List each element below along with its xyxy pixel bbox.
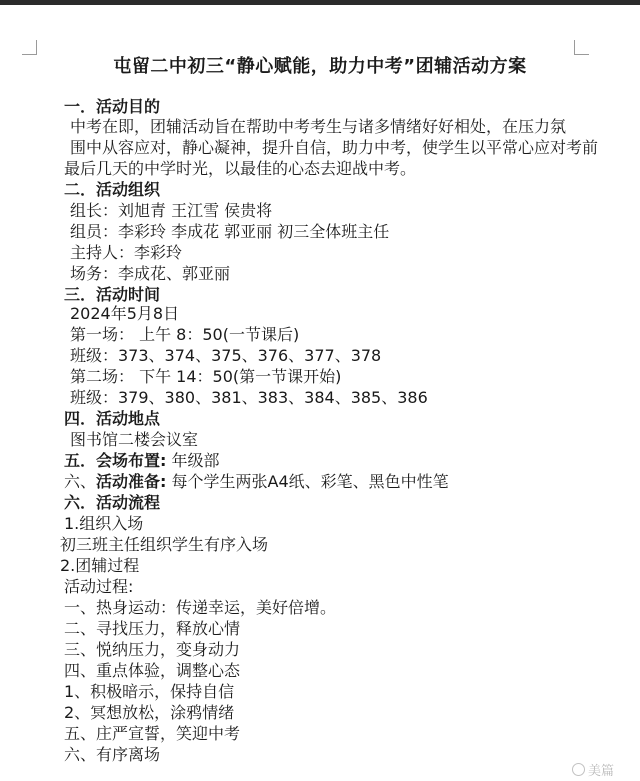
section-layout: [64, 451, 220, 471]
process-item-8: 六、有序离场: [64, 745, 161, 764]
process-item-6: 2、冥想放松，涂鸦情绪: [64, 703, 235, 722]
section-organization-heading: 二．活动组织: [64, 180, 161, 199]
layout-label: 五．会场布置:: [64, 451, 167, 470]
time-classes-1: 班级：373、374、375、376、377、378: [70, 346, 382, 365]
process-sub-heading: 活动过程:: [64, 577, 134, 596]
process-step-2: 2.团辅过程: [60, 556, 140, 575]
organization-host: 主持人：李彩玲: [70, 243, 183, 262]
section-purpose-heading: 一．活动目的: [64, 97, 161, 116]
process-item-4: 四、重点体验，调整心态: [64, 661, 241, 680]
process-item-1: 一、热身运动：传递幸运，美好倍增。: [64, 598, 337, 617]
process-item-7: 五、庄严宣誓，笑迎中考: [64, 724, 241, 743]
time-session-1: 第一场： 上午 8：50(一节课后): [70, 325, 300, 344]
prep-prefix: 六、: [64, 472, 97, 491]
time-session-2: 第二场： 下午 14：50(第一节课开始): [70, 367, 342, 386]
prep-value: 每个学生两张A4纸、彩笔、黑色中性笔: [171, 472, 449, 491]
purpose-line-2: 围中从容应对，静心凝神，提升自信，助力中考，使学生以平常心应对考前: [70, 138, 599, 157]
process-step-1-desc: 初三班主任组织学生有序入场: [60, 535, 269, 554]
top-edge-bar: [0, 0, 640, 5]
meipian-logo-icon: [572, 763, 585, 776]
watermark-text: 美篇: [588, 764, 615, 779]
process-item-3: 三、悦纳压力，变身动力: [64, 640, 241, 659]
purpose-line-3: 最后几天的中学时光，以最佳的心态去迎战中考。: [64, 159, 417, 178]
process-item-2: 二、寻找压力，释放心情: [64, 619, 241, 638]
organization-leader: 组长：刘旭青 王江雪 侯贵将: [70, 201, 273, 220]
meipian-watermark: [572, 760, 614, 779]
organization-members: 组员：李彩玲 李成花 郭亚丽 初三全体班主任: [70, 222, 390, 241]
prep-label: 活动准备:: [96, 472, 167, 491]
place-value: 图书馆二楼会议室: [70, 430, 199, 449]
time-classes-2: 班级：379、380、381、383、384、385、386: [70, 388, 428, 407]
time-date: 2024年5月8日: [70, 304, 180, 323]
layout-value: 年级部: [171, 451, 220, 470]
purpose-line-1: 中考在即，团辅活动旨在帮助中考考生与诸多情绪好好相处，在压力氛: [70, 117, 567, 136]
document-title: 屯留二中初三“静心赋能，助力中考”团辅活动方案: [113, 56, 527, 77]
section-place-heading: 四．活动地点: [64, 409, 161, 428]
organization-staff: 场务：李成花、郭亚丽: [70, 264, 231, 283]
section-prep: [64, 472, 449, 492]
section-process-heading: 六．活动流程: [64, 493, 161, 512]
process-item-5: 1、积极暗示，保持自信: [64, 682, 235, 701]
process-step-1: 1.组织入场: [64, 514, 144, 533]
section-time-heading: 三．活动时间: [64, 285, 161, 304]
